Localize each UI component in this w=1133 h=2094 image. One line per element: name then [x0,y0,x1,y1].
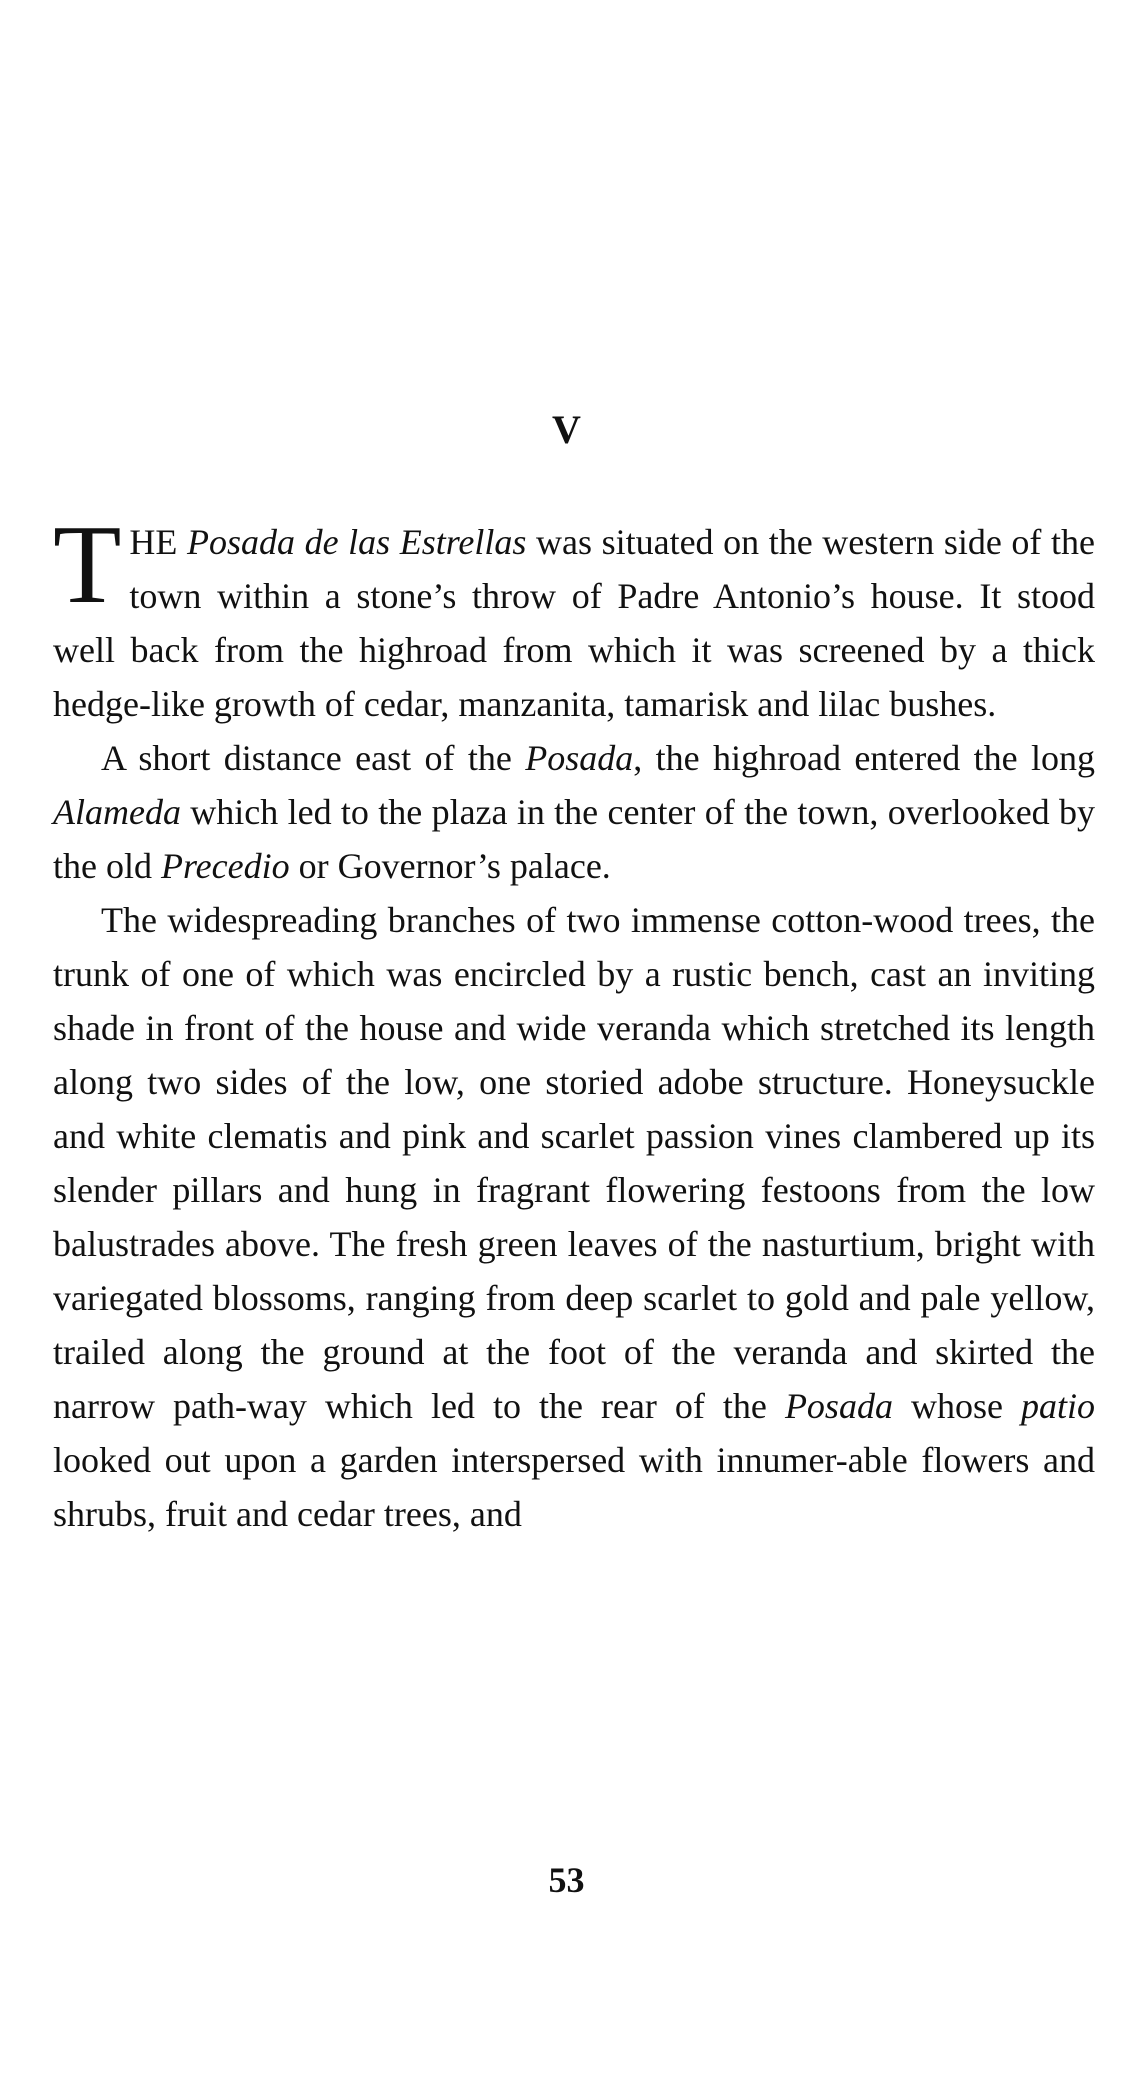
text-segment: was situated on the western side of the town within a stone’s throw of Padre Antonio’s house. It stood well back from the highroad from which it was screened by a thick hedge-like growth of cedar, manzanita, tamarisk and lilac bushes. [53,522,1095,724]
text-segment: whose [892,1386,1021,1426]
text-segment: , the highroad entered the long [633,738,1096,778]
text-segment: The widespreading branches of two immense cotton-wood trees, the trunk of one of which was encircled by a rustic bench, cast an inviting shade in front of the house and wide veranda which stretched its length along two sides of the low, one storied adobe structure. Honeysuckle and white clematis and pink and scarlet passion vines clambered up its slender pillars and hung in fragrant flowering festoons from the low balustrades above. The fresh green leaves of the nasturtium, bright with variegated blossoms, ranging from deep scarlet to gold and pale yellow, trailed along the ground at the foot of the veranda and skirted the narrow path-way which led to the rear of the [53,900,1095,1426]
paragraph [53,731,1095,893]
italic-text-segment: Alameda [53,792,181,832]
italic-text-segment: Posada de las Estrellas [187,522,527,562]
text-segment: or Governor’s palace. [289,846,611,886]
paragraph [53,893,1095,1541]
text-segment: which led to the plaza in the center of the town, overlooked by the old [53,792,1095,886]
text-segment: A short distance east of the [101,738,526,778]
drop-cap: T [53,503,122,627]
body-text [53,503,1096,1541]
italic-text-segment: patio [1020,1386,1095,1426]
text-segment: looked out upon a garden interspersed with innumer-able flowers and shrubs, fruit and cedar trees, and [53,1440,1095,1534]
italic-text-segment: Posada [525,738,634,778]
text-segment: HE [129,522,187,562]
page-number: 53 [548,1860,585,1900]
paragraph [53,503,1095,731]
italic-text-segment: Posada [784,1386,893,1426]
italic-text-segment: Precedio [160,846,290,886]
chapter-number: V [552,407,581,452]
